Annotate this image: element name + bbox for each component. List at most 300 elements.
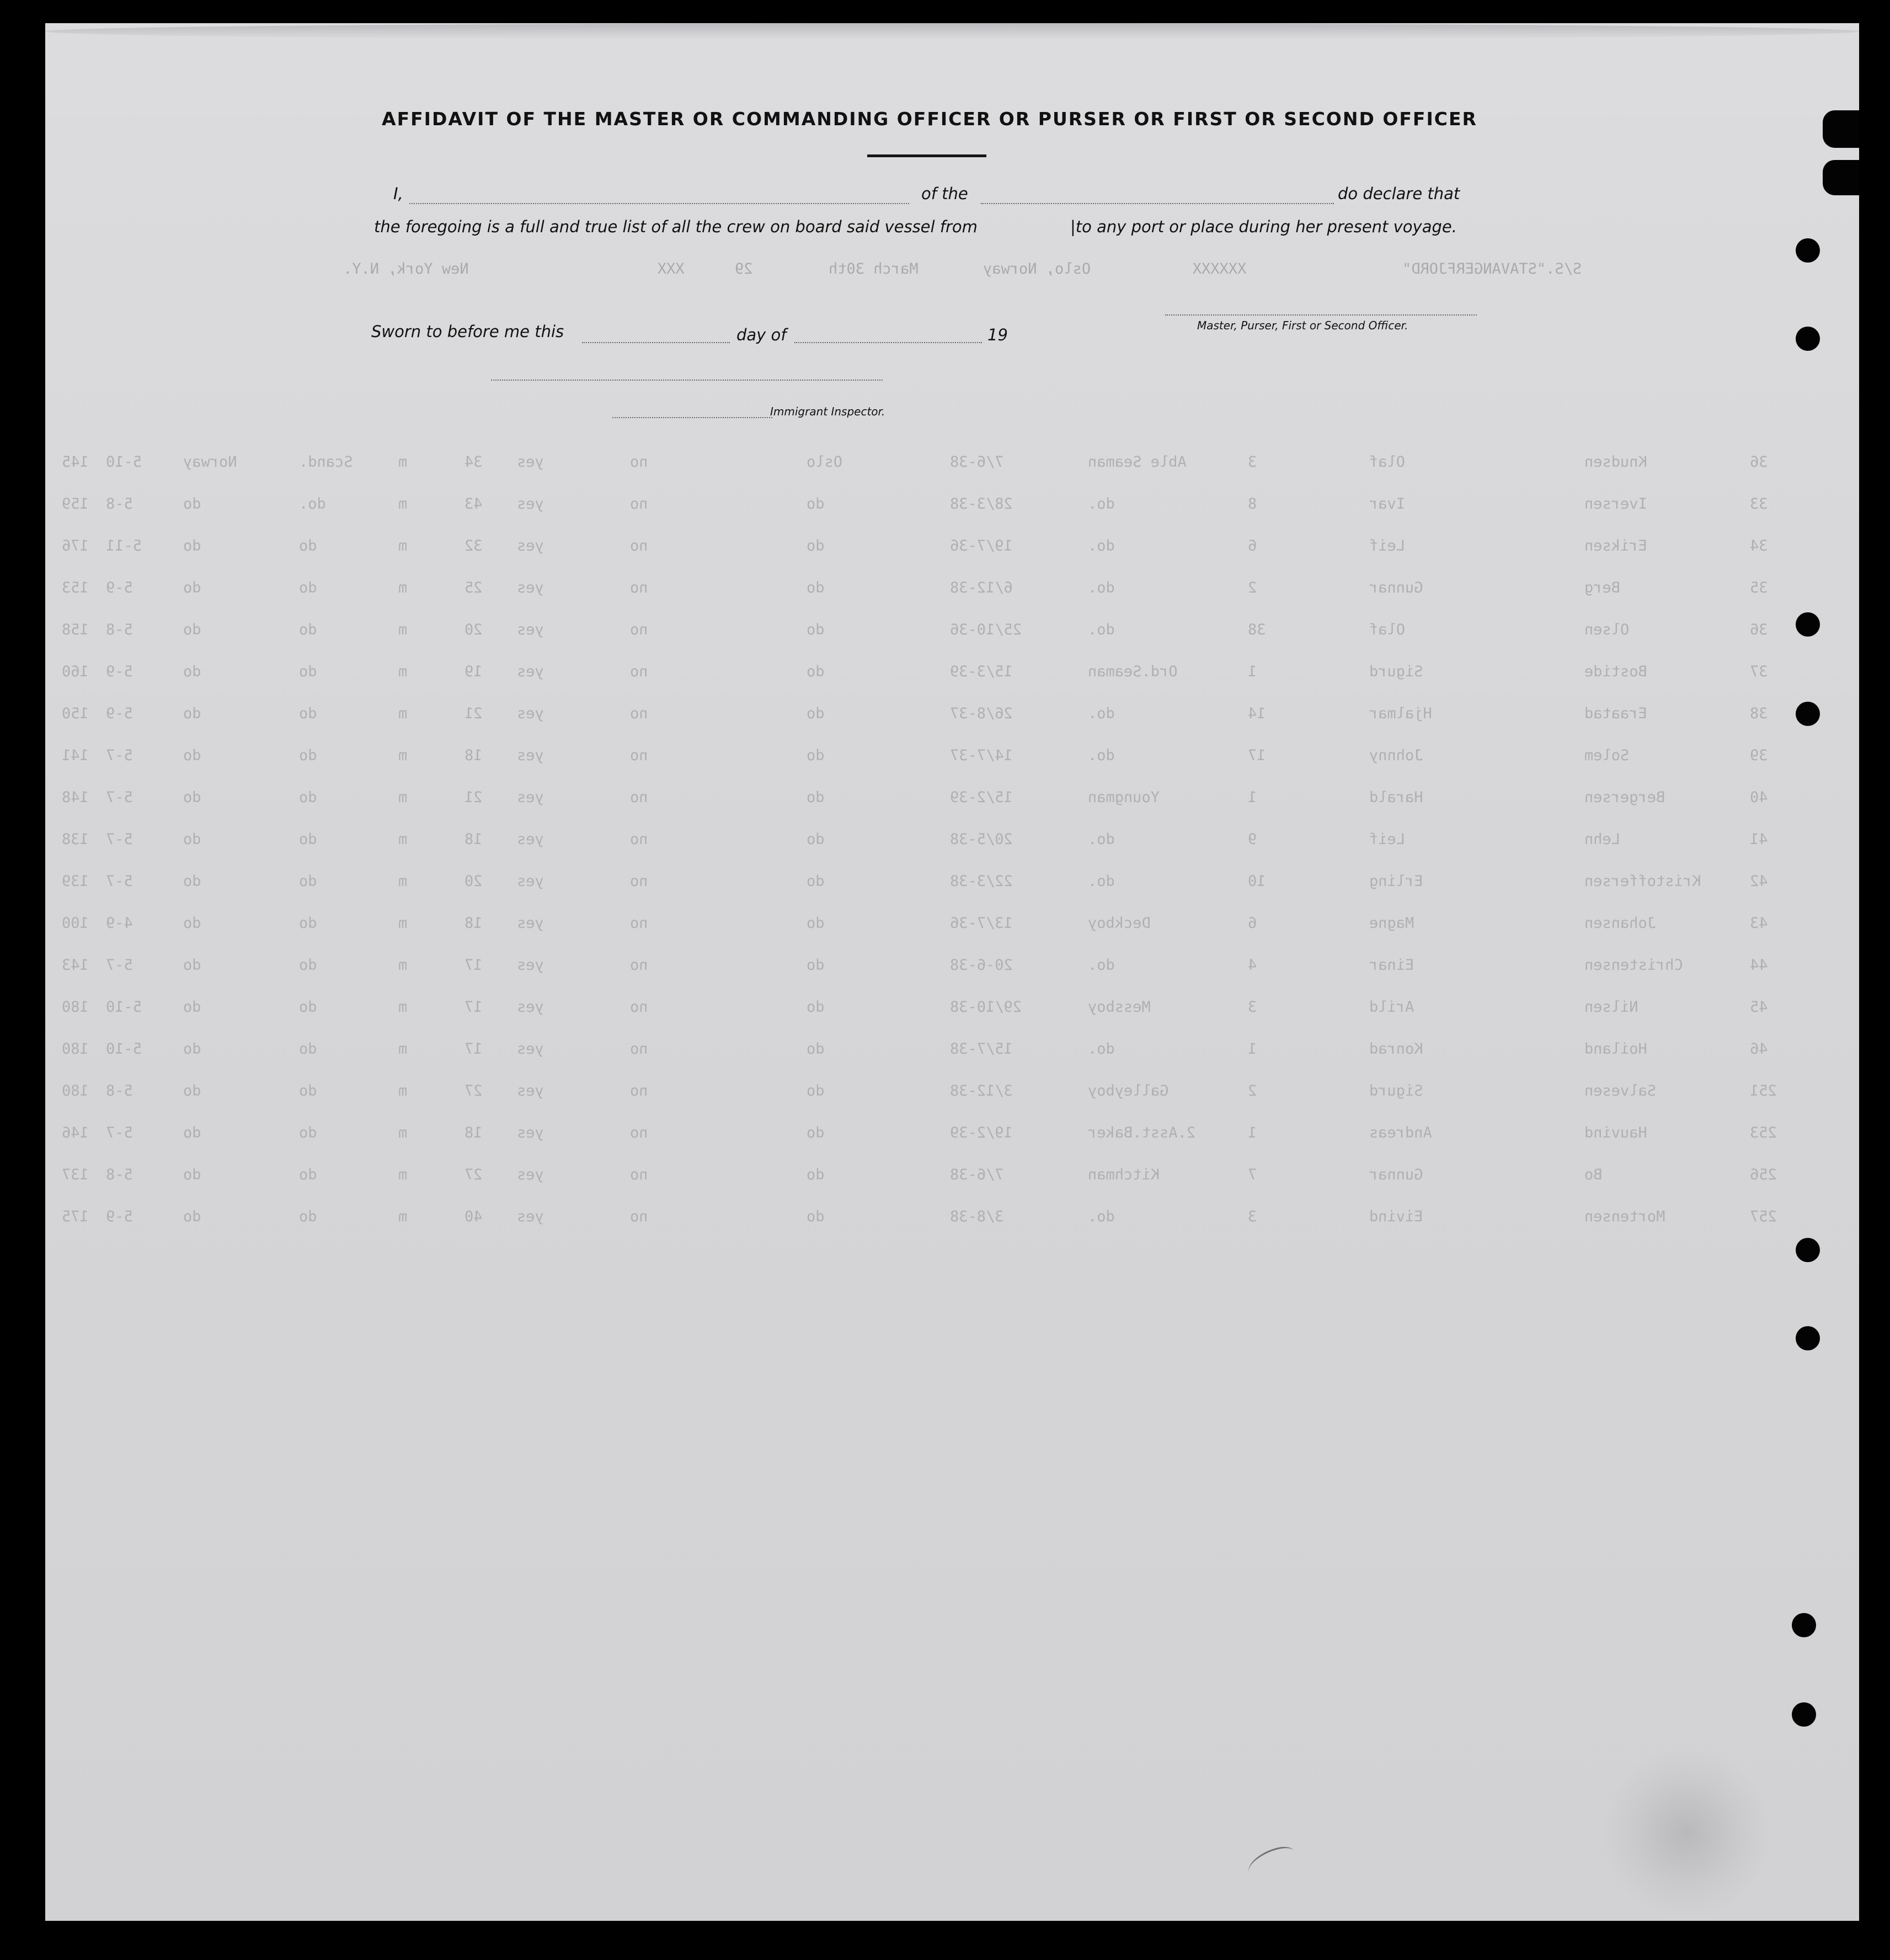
stain-bottom-right — [1595, 1750, 1777, 1915]
crew-cell-nation: do — [183, 998, 201, 1016]
crew-cell-c9: yes — [517, 998, 544, 1016]
crew-cell-weight: 146 — [62, 1124, 89, 1141]
crew-cell-surname: Berg — [1584, 579, 1621, 596]
crew-cell-height: 5-7 — [106, 1124, 133, 1141]
affidavit-title: AFFIDAVIT OF THE MASTER OR COMMANDING OFFICER OR PURSER OR FIRST OR SECOND OFFICER — [382, 108, 1477, 130]
crew-cell-weight: 138 — [62, 831, 89, 848]
crew-cell-height: 5-7 — [106, 957, 133, 974]
crew-cell-given: Leif — [1369, 537, 1406, 554]
crew-cell-engaged: 15/3-39 — [950, 663, 1013, 680]
crew-cell-c9: yes — [517, 621, 544, 638]
crew-cell-age: 17 — [465, 1040, 483, 1058]
crew-cell-c9: yes — [517, 789, 544, 806]
crew-cell-no: 38 — [1750, 705, 1768, 722]
crew-cell-c9: yes — [517, 453, 544, 471]
crew-cell-engaged: 29/10-38 — [950, 998, 1022, 1016]
crew-cell-weight: 137 — [62, 1166, 89, 1183]
crew-cell-where: do — [807, 831, 825, 848]
crew-cell-height: 5-10 — [106, 1040, 142, 1058]
crew-cell-race: do — [299, 789, 317, 806]
crew-cell-surname: Bo — [1584, 1166, 1603, 1183]
title-underline — [867, 154, 986, 157]
crew-cell-where: do — [807, 915, 825, 932]
crew-cell-race: Scand. — [299, 453, 353, 471]
crew-cell-engaged: 14/7-37 — [950, 747, 1013, 764]
crew-cell-race: do — [299, 663, 317, 680]
inspector-signature-line[interactable] — [612, 417, 772, 418]
crew-cell-surname: Hoiland — [1584, 1040, 1647, 1058]
crew-cell-height: 5-9 — [106, 1208, 133, 1225]
crew-cell-sex: m — [398, 1124, 408, 1141]
crew-cell-no: 40 — [1750, 789, 1768, 806]
crew-cell-nation: do — [183, 915, 201, 932]
crew-cell-c8: no — [630, 873, 648, 890]
crew-cell-where: do — [807, 789, 825, 806]
bleed-code: XXXXXX — [1193, 260, 1247, 277]
crew-cell-c9: yes — [517, 705, 544, 722]
crew-cell-position: Kitchman — [1088, 1166, 1160, 1183]
crew-cell-weight: 158 — [62, 621, 89, 638]
crew-cell-nation: do — [183, 663, 201, 680]
crew-cell-race: do — [299, 957, 317, 974]
crew-cell-given: Andreas — [1369, 1124, 1432, 1141]
crew-cell-where: do — [807, 998, 825, 1016]
crew-cell-age: 40 — [465, 1208, 483, 1225]
crew-cell-nation: do — [183, 1082, 201, 1099]
crew-cell-sex: m — [398, 663, 408, 680]
crew-cell-dept: 4 — [1248, 957, 1257, 974]
crew-cell-age: 43 — [465, 495, 483, 512]
bleed-date: March 30th — [829, 260, 919, 277]
crew-cell-position: Messboy — [1088, 998, 1151, 1016]
crew-cell-engaged: 3/12-38 — [950, 1082, 1013, 1099]
crew-cell-race: do — [299, 705, 317, 722]
vessel-blank[interactable] — [981, 203, 1334, 204]
crew-cell-sex: m — [398, 998, 408, 1016]
crew-cell-sex: m — [398, 579, 408, 596]
crew-cell-height: 5-9 — [106, 705, 133, 722]
crew-cell-race: do — [299, 1208, 317, 1225]
crew-cell-sex: m — [398, 873, 408, 890]
crew-cell-height: 4-9 — [106, 915, 133, 932]
crew-cell-given: Olaf — [1369, 621, 1406, 638]
crew-cell-dept: 3 — [1248, 1208, 1257, 1225]
crew-cell-no: 42 — [1750, 873, 1768, 890]
crew-cell-race: do — [299, 831, 317, 848]
crew-cell-dept: 1 — [1248, 663, 1257, 680]
crew-cell-weight: 145 — [62, 453, 89, 471]
bleed-port-to: New York, N.Y. — [343, 260, 469, 277]
crew-cell-where: do — [807, 1124, 825, 1141]
crew-cell-given: Leif — [1369, 831, 1406, 848]
crew-cell-position: Ord.Seaman — [1088, 663, 1178, 680]
crew-cell-weight: 175 — [62, 1208, 89, 1225]
crew-cell-given: Konrad — [1369, 1040, 1423, 1058]
crew-cell-c8: no — [630, 747, 648, 764]
crew-cell-height: 5-8 — [106, 1082, 133, 1099]
crew-cell-surname: Eraatad — [1584, 705, 1647, 722]
crew-cell-height: 5-10 — [106, 998, 142, 1016]
crew-cell-c9: yes — [517, 663, 544, 680]
crew-cell-given: Arild — [1369, 998, 1414, 1016]
crew-cell-c8: no — [630, 579, 648, 596]
sworn-day-of: day of — [736, 325, 787, 344]
crew-cell-c8: no — [630, 537, 648, 554]
crew-cell-where: Oslo — [807, 453, 843, 471]
crew-cell-c8: no — [630, 705, 648, 722]
crew-cell-dept: 6 — [1248, 537, 1257, 554]
crew-cell-nation: do — [183, 789, 201, 806]
crew-cell-surname: Knudsen — [1584, 453, 1647, 471]
crew-cell-race: do — [299, 998, 317, 1016]
crew-cell-dept: 8 — [1248, 495, 1257, 512]
crew-cell-weight: 180 — [62, 998, 89, 1016]
crew-cell-nation: do — [183, 873, 201, 890]
crew-cell-age: 17 — [465, 998, 483, 1016]
crew-cell-c8: no — [630, 789, 648, 806]
crew-cell-age: 34 — [465, 453, 483, 471]
crew-cell-position: do. — [1088, 831, 1115, 848]
crew-cell-height: 5-8 — [106, 495, 133, 512]
crew-cell-c9: yes — [517, 1082, 544, 1099]
crew-cell-where: do — [807, 1082, 825, 1099]
crew-cell-age: 20 — [465, 873, 483, 890]
crew-cell-surname: Kristoffersen — [1584, 873, 1701, 890]
crew-cell-dept: 3 — [1248, 998, 1257, 1016]
crew-cell-engaged: 13/7-36 — [950, 915, 1013, 932]
crew-cell-height: 5-9 — [106, 579, 133, 596]
crew-cell-sex: m — [398, 537, 408, 554]
crew-cell-where: do — [807, 579, 825, 596]
crew-cell-given: Hjalmar — [1369, 705, 1432, 722]
crew-cell-engaged: 22/3-38 — [950, 873, 1013, 890]
crew-cell-engaged: 28/3-38 — [950, 495, 1013, 512]
crew-cell-given: Magne — [1369, 915, 1414, 932]
crew-cell-engaged: 6/12-38 — [950, 579, 1013, 596]
scratch-mark — [1244, 1842, 1299, 1882]
crew-cell-nation: do — [183, 957, 201, 974]
crew-cell-surname: Salvesen — [1584, 1082, 1657, 1099]
crew-cell-age: 18 — [465, 1124, 483, 1141]
crew-cell-weight: 160 — [62, 663, 89, 680]
crew-cell-c9: yes — [517, 747, 544, 764]
crew-cell-height: 5-7 — [106, 789, 133, 806]
crew-cell-given: Eivind — [1369, 1208, 1423, 1225]
crew-cell-position: 2.Asst.Baker — [1088, 1124, 1196, 1141]
crew-cell-no: 33 — [1750, 495, 1768, 512]
crew-cell-c9: yes — [517, 831, 544, 848]
crew-cell-c9: yes — [517, 1124, 544, 1141]
crew-cell-race: do — [299, 747, 317, 764]
crew-cell-engaged: 19/7-36 — [950, 537, 1013, 554]
crew-cell-dept: 9 — [1248, 831, 1257, 848]
crew-cell-c9: yes — [517, 1166, 544, 1183]
crew-cell-position: do. — [1088, 747, 1115, 764]
crew-cell-sex: m — [398, 957, 408, 974]
crew-cell-given: Gunnar — [1369, 1166, 1423, 1183]
punch-hole-5 — [1796, 1238, 1820, 1262]
crew-cell-weight: 180 — [62, 1082, 89, 1099]
crew-cell-c9: yes — [517, 495, 544, 512]
crew-cell-where: do — [807, 705, 825, 722]
crew-cell-sex: m — [398, 495, 408, 512]
crew-cell-position: do. — [1088, 579, 1115, 596]
crew-cell-given: Ivar — [1369, 495, 1406, 512]
crew-cell-surname: Lehn — [1584, 831, 1621, 848]
punch-hole-6 — [1796, 1326, 1820, 1350]
crew-cell-where: do — [807, 1166, 825, 1183]
crew-cell-sex: m — [398, 915, 408, 932]
crew-cell-nation: do — [183, 621, 201, 638]
crew-cell-age: 18 — [465, 831, 483, 848]
crew-cell-sex: m — [398, 1208, 408, 1225]
bleed-roman: XXX — [658, 260, 685, 277]
crew-cell-given: Einar — [1369, 957, 1414, 974]
crew-cell-dept: 14 — [1248, 705, 1266, 722]
crew-cell-sex: m — [398, 789, 408, 806]
punch-hole-2 — [1796, 327, 1820, 351]
crew-cell-nation: do — [183, 1124, 201, 1141]
crew-cell-age: 32 — [465, 537, 483, 554]
crew-cell-no: 44 — [1750, 957, 1768, 974]
crew-cell-weight: 180 — [62, 1040, 89, 1058]
crew-cell-dept: 7 — [1248, 1166, 1257, 1183]
crew-cell-weight: 141 — [62, 747, 89, 764]
crew-cell-no: 256 — [1750, 1166, 1777, 1183]
crew-cell-height: 5-7 — [106, 831, 133, 848]
crew-cell-engaged: 7/6-38 — [950, 1166, 1004, 1183]
crew-cell-given: Harald — [1369, 789, 1423, 806]
crew-cell-c8: no — [630, 831, 648, 848]
crew-cell-height: 5-10 — [106, 453, 142, 471]
crew-cell-sex: m — [398, 1166, 408, 1183]
crew-cell-position: do. — [1088, 957, 1115, 974]
crew-cell-where: do — [807, 747, 825, 764]
crew-cell-engaged: 3/8-38 — [950, 1208, 1004, 1225]
crew-cell-c9: yes — [517, 579, 544, 596]
crew-cell-dept: 2 — [1248, 1082, 1257, 1099]
crew-cell-c8: no — [630, 1040, 648, 1058]
affidavit-body-line-b: |to any port or place during her present voyage. — [1070, 217, 1457, 236]
crew-cell-height: 5-8 — [106, 621, 133, 638]
crew-cell-c9: yes — [517, 1208, 544, 1225]
crew-cell-where: do — [807, 621, 825, 638]
crew-cell-race: do — [299, 1040, 317, 1058]
crew-cell-dept: 17 — [1248, 747, 1266, 764]
crew-cell-nation: do — [183, 495, 201, 512]
crew-cell-sex: m — [398, 831, 408, 848]
crew-cell-c9: yes — [517, 537, 544, 554]
crew-cell-c8: no — [630, 1166, 648, 1183]
crew-cell-surname: Eriksen — [1584, 537, 1647, 554]
crew-cell-surname: Nilsen — [1584, 998, 1638, 1016]
crew-cell-nation: do — [183, 831, 201, 848]
crew-cell-age: 21 — [465, 705, 483, 722]
crew-cell-race: do — [299, 915, 317, 932]
crew-cell-where: do — [807, 873, 825, 890]
crew-cell-where: do — [807, 495, 825, 512]
crew-cell-c8: no — [630, 998, 648, 1016]
crew-cell-c8: no — [630, 915, 648, 932]
punch-hole-8 — [1792, 1702, 1816, 1727]
crew-cell-given: Sigurd — [1369, 663, 1423, 680]
affidavit-i: I, — [393, 184, 403, 203]
crew-cell-race: do — [299, 1124, 317, 1141]
crew-cell-race: do. — [299, 495, 326, 512]
crew-cell-race: do — [299, 1166, 317, 1183]
bleed-port-from: Oslo, Norway — [983, 260, 1091, 277]
crew-cell-c8: no — [630, 1124, 648, 1141]
crew-cell-height: 5-7 — [106, 873, 133, 890]
crew-cell-dept: 10 — [1248, 873, 1266, 890]
crew-cell-no: 46 — [1750, 1040, 1768, 1058]
name-blank[interactable] — [409, 203, 909, 204]
crew-cell-weight: 100 — [62, 915, 89, 932]
binder-tab-lower — [1823, 160, 1859, 195]
bleed-vessel: S/S."STAVANGERFJORD" — [1402, 260, 1582, 277]
crew-cell-age: 21 — [465, 789, 483, 806]
crew-cell-dept: 1 — [1248, 789, 1257, 806]
punch-hole-7 — [1792, 1613, 1816, 1637]
crew-cell-surname: Mortensen — [1584, 1208, 1665, 1225]
crew-cell-age: 27 — [465, 1082, 483, 1099]
crew-cell-c8: no — [630, 621, 648, 638]
crew-cell-c9: yes — [517, 873, 544, 890]
crew-cell-sex: m — [398, 747, 408, 764]
crew-cell-weight: 153 — [62, 579, 89, 596]
crew-cell-given: Sigurd — [1369, 1082, 1423, 1099]
sworn-month-blank[interactable] — [794, 342, 982, 343]
crew-cell-no: 43 — [1750, 915, 1768, 932]
crew-cell-weight: 176 — [62, 537, 89, 554]
crew-cell-given: Olaf — [1369, 453, 1406, 471]
crew-cell-race: do — [299, 873, 317, 890]
crew-cell-engaged: 25/10-36 — [950, 621, 1022, 638]
crew-cell-sex: m — [398, 1040, 408, 1058]
crew-cell-engaged: 7/6-38 — [950, 453, 1004, 471]
crew-cell-no: 35 — [1750, 579, 1768, 596]
crew-cell-c8: no — [630, 957, 648, 974]
crew-cell-position: do. — [1088, 495, 1115, 512]
crew-cell-c9: yes — [517, 957, 544, 974]
crew-cell-given: Erling — [1369, 873, 1423, 890]
crew-cell-dept: 3 — [1248, 453, 1257, 471]
crew-cell-age: 19 — [465, 663, 483, 680]
crew-cell-c8: no — [630, 663, 648, 680]
bleed-number: 29 — [735, 260, 753, 277]
crew-cell-sex: m — [398, 621, 408, 638]
crease-shadow-top — [45, 23, 1859, 40]
crew-cell-surname: Solem — [1584, 747, 1630, 764]
crew-cell-dept: 38 — [1248, 621, 1266, 638]
crew-cell-no: 36 — [1750, 453, 1768, 471]
master-signature-line[interactable] — [1165, 314, 1477, 316]
crew-cell-engaged: 15/2-39 — [950, 789, 1013, 806]
crew-cell-surname: Hauvind — [1584, 1124, 1647, 1141]
crew-cell-no: 251 — [1750, 1082, 1777, 1099]
crew-cell-nation: Norway — [183, 453, 237, 471]
crew-cell-weight: 139 — [62, 873, 89, 890]
crew-cell-no: 253 — [1750, 1124, 1777, 1141]
crew-cell-position: Able Seaman — [1088, 453, 1187, 471]
crew-cell-no: 45 — [1750, 998, 1768, 1016]
crew-cell-surname: Olsen — [1584, 621, 1630, 638]
crew-cell-age: 25 — [465, 579, 483, 596]
affidavit-body-line: the foregoing is a full and true list of all the crew on board said vessel from — [374, 217, 978, 236]
crew-cell-age: 18 — [465, 915, 483, 932]
crew-cell-height: 5-8 — [106, 1166, 133, 1183]
sworn-prefix: Sworn to before me this — [371, 322, 564, 341]
crew-cell-weight: 159 — [62, 495, 89, 512]
crew-cell-nation: do — [183, 1166, 201, 1183]
crew-cell-nation: do — [183, 537, 201, 554]
crew-cell-surname: Christensen — [1584, 957, 1683, 974]
crew-cell-dept: 1 — [1248, 1040, 1257, 1058]
crew-cell-race: do — [299, 621, 317, 638]
sworn-day-blank[interactable] — [582, 342, 730, 343]
crew-cell-position: do. — [1088, 705, 1115, 722]
master-caption: Master, Purser, First or Second Officer. — [1197, 319, 1408, 332]
crew-cell-nation: do — [183, 1040, 201, 1058]
crew-cell-nation: do — [183, 579, 201, 596]
crew-cell-sex: m — [398, 1082, 408, 1099]
crew-cell-position: Galleyboy — [1088, 1082, 1169, 1099]
crew-cell-weight: 143 — [62, 957, 89, 974]
crew-cell-no: 41 — [1750, 831, 1768, 848]
crew-cell-dept: 1 — [1248, 1124, 1257, 1141]
crew-cell-c8: no — [630, 453, 648, 471]
crew-cell-height: 5-11 — [106, 537, 142, 554]
crew-cell-given: Gunnar — [1369, 579, 1423, 596]
crew-cell-race: do — [299, 537, 317, 554]
crew-cell-sex: m — [398, 453, 408, 471]
crew-cell-c9: yes — [517, 1040, 544, 1058]
crew-cell-height: 5-9 — [106, 663, 133, 680]
crew-cell-position: Youngman — [1088, 789, 1160, 806]
crew-cell-engaged: 15/7-38 — [950, 1040, 1013, 1058]
crew-cell-no: 36 — [1750, 621, 1768, 638]
crew-cell-dept: 6 — [1248, 915, 1257, 932]
crew-cell-where: do — [807, 957, 825, 974]
inspector-caption: Immigrant Inspector. — [770, 405, 885, 418]
crew-cell-age: 18 — [465, 747, 483, 764]
crew-cell-nation: do — [183, 705, 201, 722]
crew-cell-c8: no — [630, 1208, 648, 1225]
crew-cell-position: do. — [1088, 621, 1115, 638]
punch-hole-4 — [1796, 702, 1820, 726]
sworn-extra-line[interactable] — [491, 380, 883, 381]
crew-cell-no: 37 — [1750, 663, 1768, 680]
crew-cell-nation: do — [183, 747, 201, 764]
crew-cell-position: do. — [1088, 873, 1115, 890]
crew-cell-position: Deckboy — [1088, 915, 1151, 932]
crew-cell-engaged: 19/2-39 — [950, 1124, 1013, 1141]
crew-cell-position: do. — [1088, 537, 1115, 554]
crew-cell-c9: yes — [517, 915, 544, 932]
binder-tab-upper — [1823, 110, 1859, 148]
crew-cell-dept: 2 — [1248, 579, 1257, 596]
document-page — [45, 23, 1859, 1921]
crew-cell-age: 20 — [465, 621, 483, 638]
crew-cell-age: 17 — [465, 957, 483, 974]
affidavit-declare: do declare that — [1338, 184, 1460, 203]
punch-hole-3 — [1796, 612, 1820, 637]
crew-cell-height: 5-7 — [106, 747, 133, 764]
affidavit-of-the: of the — [921, 184, 968, 203]
crew-cell-c8: no — [630, 1082, 648, 1099]
crew-cell-no: 39 — [1750, 747, 1768, 764]
crew-cell-surname: Bostide — [1584, 663, 1647, 680]
